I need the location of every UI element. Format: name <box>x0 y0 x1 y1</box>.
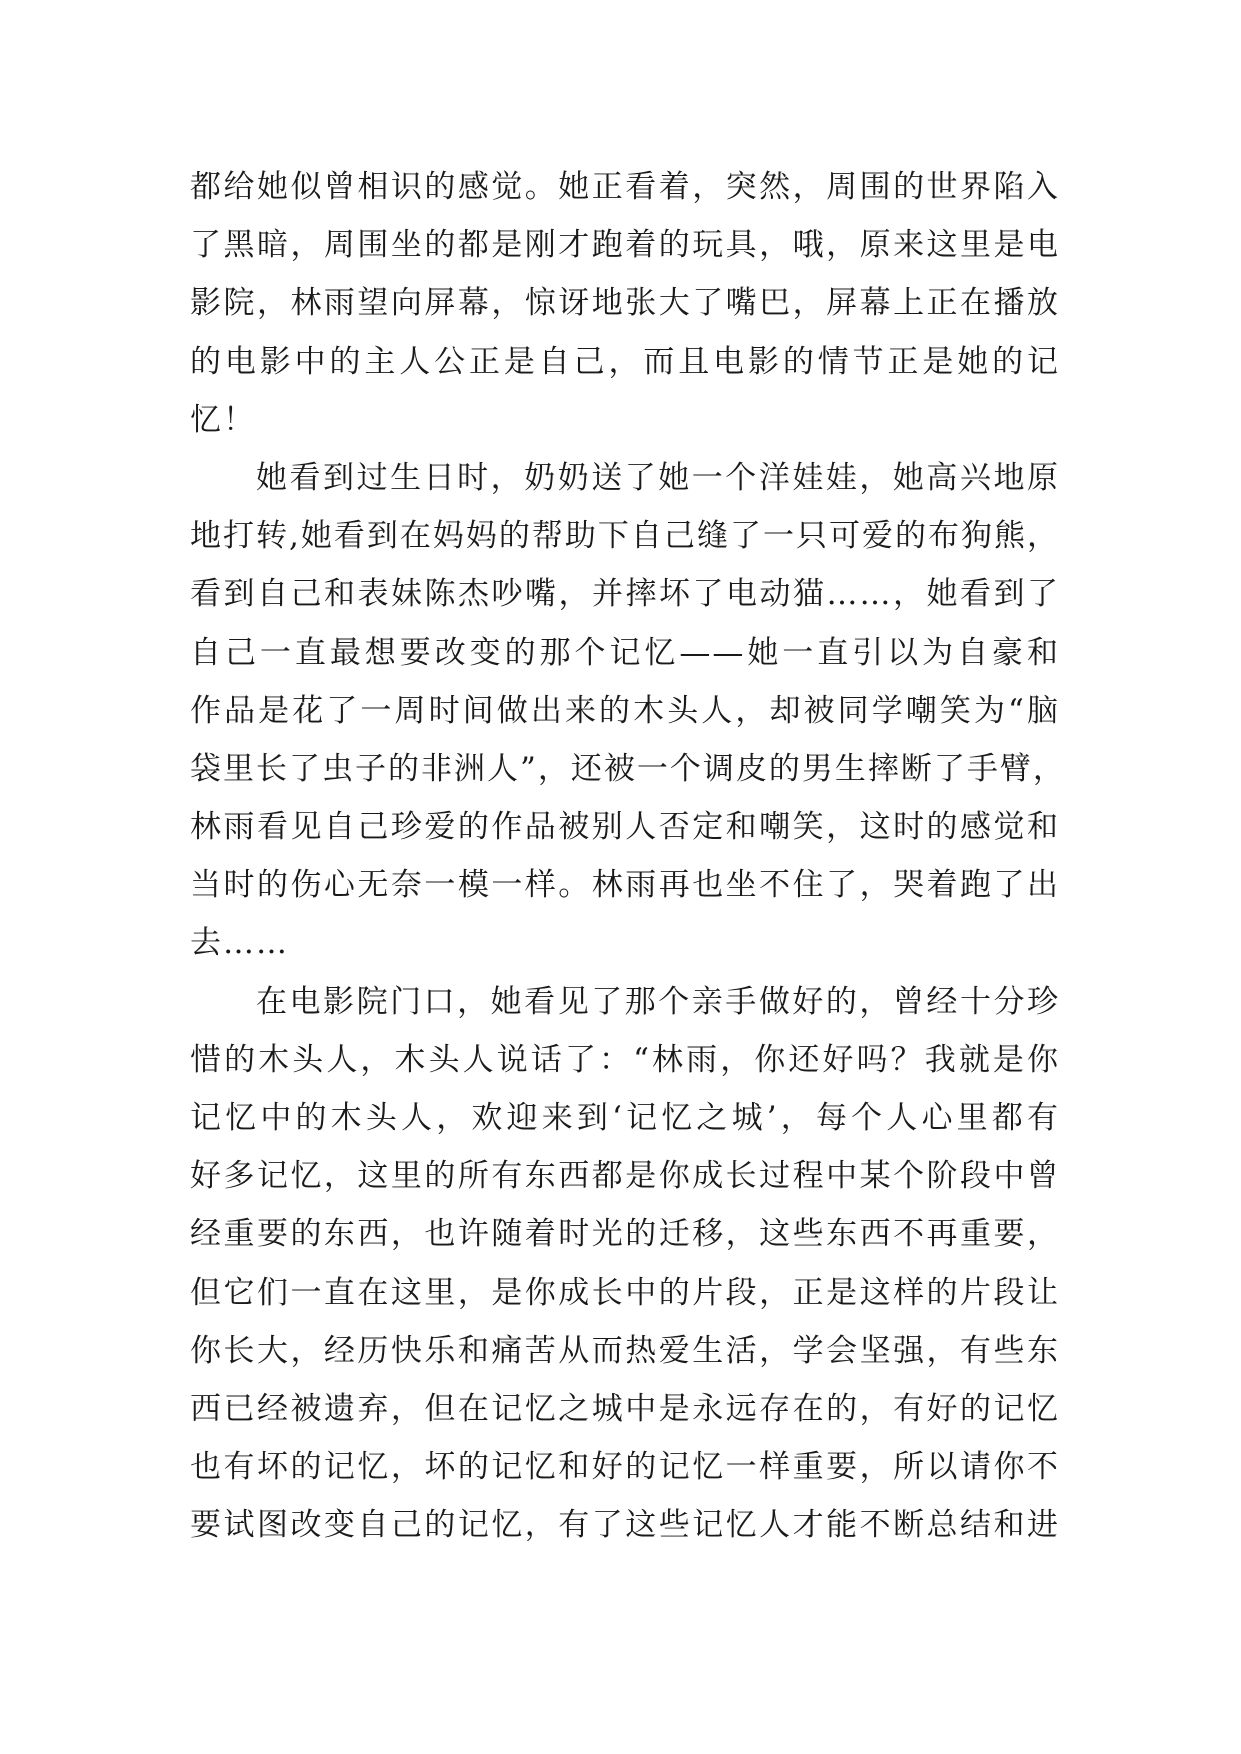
text-line: 的电影中的主人公正是自己，而且电影的情节正是她的记 <box>190 343 1060 380</box>
text-line: 也有坏的记忆，坏的记忆和好的记忆一样重要，所以请你不 <box>190 1449 1060 1486</box>
text-line: 忆！ <box>190 401 256 438</box>
text-line: 经重要的东西，也许随着时光的迁移，这些东西不再重要， <box>190 1216 1060 1253</box>
text-line: 好多记忆，这里的所有东西都是你成长过程中某个阶段中曾 <box>190 1158 1060 1195</box>
text-line: 但它们一直在这里，是你成长中的片段，正是这样的片段让 <box>190 1274 1060 1311</box>
text-line: 她看到过生日时，奶奶送了她一个洋娃娃，她高兴地原 <box>256 459 1060 496</box>
text-line: 都给她似曾相识的感觉。她正看着，突然，周围的世界陷入 <box>190 169 1060 205</box>
text-line: 影院，林雨望向屏幕，惊讶地张大了嘴巴，屏幕上正在播放 <box>190 285 1060 322</box>
text-line: 在电影院门口，她看见了那个亲手做好的，曾经十分珍 <box>256 983 1060 1020</box>
text-line: 自己一直最想要改变的那个记忆——她一直引以为自豪和 <box>190 634 1060 671</box>
text-line: 林雨看见自己珍爱的作品被别人否定和嘲笑，这时的感觉和 <box>190 809 1060 846</box>
text-line: 要试图改变自己的记忆，有了这些记忆人才能不断总结和进 <box>190 1507 1060 1544</box>
text-line: 西已经被遗弃，但在记忆之城中是永远存在的，有好的记忆 <box>190 1390 1060 1427</box>
text-line: 了黑暗，周围坐的都是刚才跑着的玩具，哦，原来这里是电 <box>190 227 1060 264</box>
text-line: 看到自己和表妹陈杰吵嘴，并摔坏了电动猫……，她看到了 <box>190 576 1060 613</box>
text-line: 作品是花了一周时间做出来的木头人，却被同学嘲笑为“脑 <box>190 692 1060 729</box>
text-line: 惜的木头人，木头人说话了：“林雨，你还好吗？我就是你 <box>190 1041 1060 1078</box>
text-line: 地打转,她看到在妈妈的帮助下自己缝了一只可爱的布狗熊， <box>190 518 1060 555</box>
text-line: 袋里长了虫子的非洲人”，还被一个调皮的男生摔断了手臂， <box>190 750 1066 787</box>
text-line: 当时的伤心无奈一模一样。林雨再也坐不住了，哭着跑了出 <box>190 867 1060 904</box>
text-line: 去…… <box>190 925 289 962</box>
body-text <box>190 158 1066 1555</box>
text-line: 你长大，经历快乐和痛苦从而热爱生活，学会坚强，有些东 <box>190 1332 1060 1369</box>
text-line: 记忆中的木头人，欢迎来到‘记忆之城’，每个人心里都有 <box>190 1100 1060 1136</box>
